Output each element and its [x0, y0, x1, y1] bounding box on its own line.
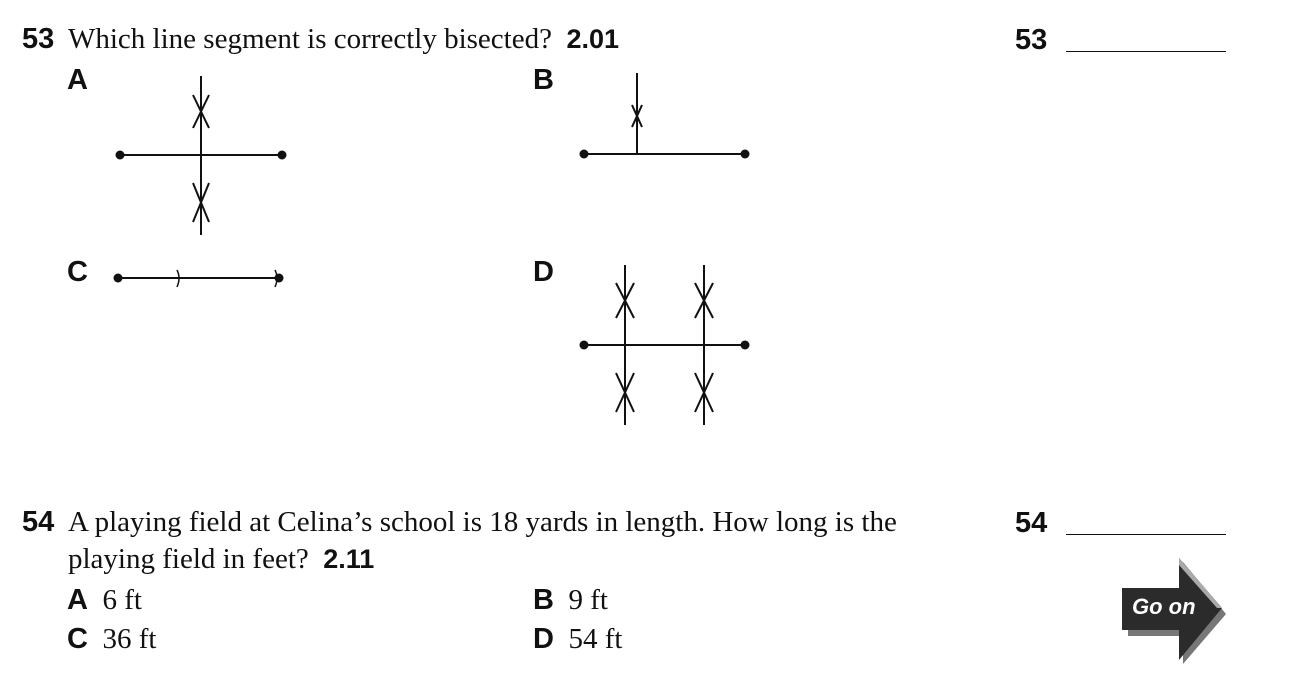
question-53-text: Which line segment is correctly bisected?: [68, 23, 552, 55]
question-54-text-line1: A playing field at Celina’s school is 18 yards in length. How long is the: [68, 506, 897, 538]
question-53-number: 53: [22, 23, 55, 55]
choice-54-a[interactable]: [67, 584, 142, 617]
question-54-text-line2: playing field in feet?: [68, 543, 309, 575]
choice-53-b-label: B: [533, 64, 554, 96]
choice-54-c-value: 36 ft: [102, 623, 157, 655]
figure-d-segment-with-two-bisectors: [580, 265, 750, 425]
answer-54-blank[interactable]: [1066, 534, 1226, 535]
choice-54-d[interactable]: [533, 623, 622, 656]
answer-54-number: 54: [1015, 507, 1048, 539]
choice-54-d-letter: D: [533, 623, 554, 655]
choice-54-c[interactable]: [67, 623, 156, 656]
figure-c-segment-with-arc-marks: [114, 270, 284, 287]
choice-54-b-letter: B: [533, 584, 554, 616]
figure-b-segment-with-partial-bisector: [580, 73, 750, 159]
choice-54-a-value: 6 ft: [102, 584, 142, 616]
question-54-code: 2.11: [323, 544, 375, 574]
question-53-code: 2.01: [566, 24, 620, 54]
choice-54-c-letter: C: [67, 623, 88, 655]
go-on-label: Go on: [1132, 594, 1196, 619]
choice-53-d-label: D: [533, 256, 554, 288]
question-54-number: 54: [22, 506, 55, 538]
choice-54-b[interactable]: [533, 584, 608, 617]
choice-53-a-label: A: [67, 64, 88, 96]
choice-53-c-label: C: [67, 256, 88, 288]
choice-54-b-value: 9 ft: [568, 584, 608, 616]
go-on-button[interactable]: [1118, 556, 1230, 666]
question-54-text-line2-block: [68, 543, 374, 576]
choice-54-d-value: 54 ft: [568, 623, 623, 655]
figure-a-bisected-segment: [116, 76, 287, 235]
choice-54-a-letter: A: [67, 584, 88, 616]
answer-53-number: 53: [1015, 24, 1048, 56]
